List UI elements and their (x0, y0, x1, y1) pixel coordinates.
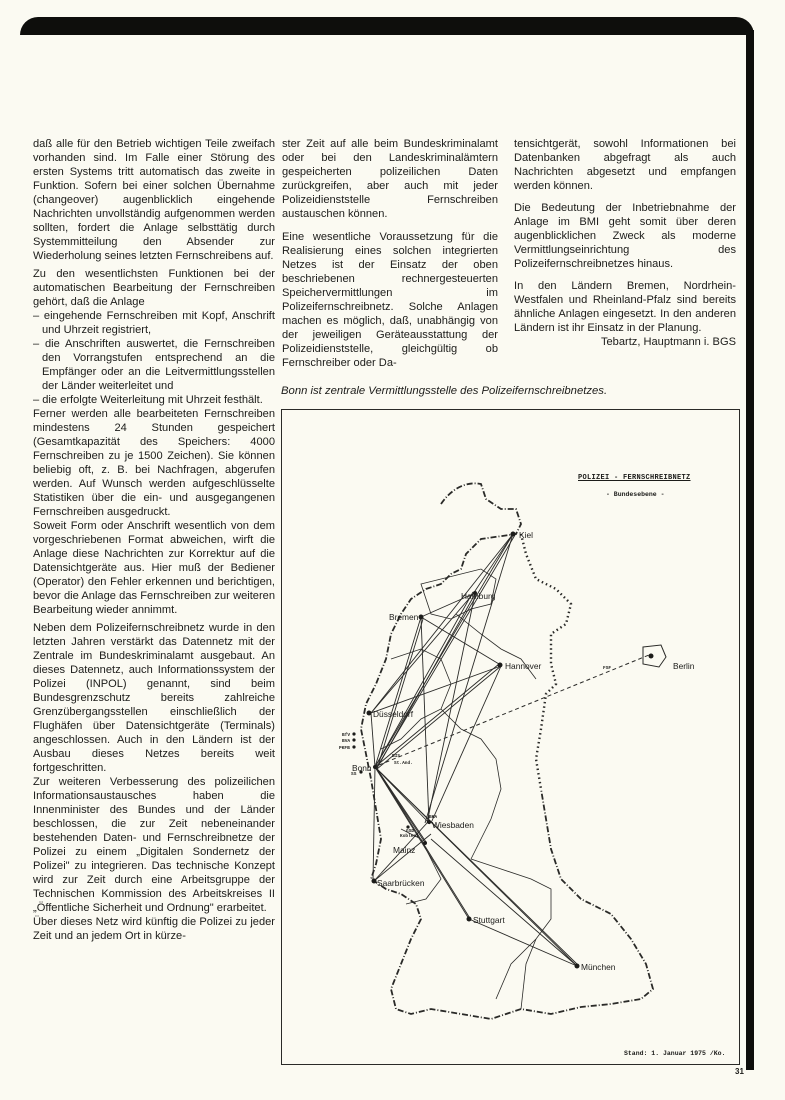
svg-text:GSD: GSD (406, 829, 415, 834)
svg-text:BKA: BKA (429, 815, 438, 820)
list-item: – eingehende Fernschreiben mit Kopf, Anschrift und Uhrzeit registriert, (33, 309, 275, 337)
city-label-bremen: Bremen (389, 612, 419, 622)
author-signature: Tebartz, Hauptmann i. BGS (600, 336, 736, 348)
city-label-hannover: Hannover (505, 661, 542, 671)
page-frame-inner (28, 35, 746, 55)
berlin-connection (379, 655, 649, 765)
svg-text:BfV: BfV (342, 733, 351, 738)
paragraph: Neben dem Polizeifernschreibnetz wurde in den letzten Jahren verstärkt das Datennetz mit der Zentrale im Bundeskriminalamt ausgebaut. An dieses Datennetz, auch Informationssystem der Polizei (INPOL) genannt, sind beim Bundesgrenzschutz bereits zahlreiche Grenzübergangsstellen einschließlich der Flughäfen über Datensichtgeräte (Terminals) angeschlossen. Auch in den Ländern ist der Ausbau dieses Netzes bereits weit fortgeschritten. (33, 622, 275, 774)
city-label-hamburg: Hamburg (461, 591, 496, 601)
article-column-2 (282, 137, 498, 374)
article-column-3 (514, 137, 736, 353)
svg-text:FSF: FSF (603, 666, 612, 671)
map-title: POLIZEI - FERNSCHREIBNETZ (578, 474, 691, 482)
city-dot-stuttgart (467, 917, 472, 922)
city-label-koblenz: Koblenz (400, 834, 419, 839)
map-subtitle: - Bundesebene - (606, 491, 665, 498)
city-dot-hannover (498, 663, 503, 668)
page-frame-top-band (20, 17, 754, 35)
svg-text:St.And.: St.And. (394, 761, 413, 766)
city-dot-mainz (423, 841, 427, 845)
city-label-saarbruecken: Saarbrücken (377, 878, 425, 888)
map-date-note: Stand: 1. Januar 1975 /Ko. (624, 1050, 726, 1057)
svg-text:BIS: BIS (392, 754, 401, 759)
city-dot-duesseldorf (367, 711, 372, 716)
svg-text:PKFB: PKFB (339, 746, 350, 751)
paragraph: Eine wesentliche Voraussetzung für die Realisierung eines solchen integrierten Netzes ist der Einsatz der oben beschriebenen rechnergesteuerten Speichervermittlungen im Polizeifernschreibnetz. Solche Anlagen machen es möglich, daß, unabhängig von der jeweiligen Geräteausstattung der Polizeidienststelle, gleichgültig ob Fernschreiber oder Da- (282, 231, 498, 369)
paragraph: Ferner werden alle bearbeiteten Fernschreiben mindestens 24 Stunden gespeichert (Gesamtkapazität des Speichers: 4000 Fernschreiben zu je 1500 Zeichen). Sie können beliebig oft, z. B. bei Nachfragen, abgerufen werden. Auf Wunsch werden aufgeschlüsselte Statistiken über die ein- und ausgegangenen Fernschreiben ausgedruckt. (33, 408, 275, 518)
city-label-kiel: Kiel (519, 530, 533, 540)
svg-text:BVA: BVA (342, 739, 351, 744)
country-border (361, 483, 653, 1019)
paragraph: daß alle für den Betrieb wichtigen Teile zweifach vorhanden sind. Im Falle einer Störung des ersten Systems tritt automatisch das zweite in Funktion. Sofern bei einer solchen Übernahme (changeover) augenblicklich eingehende Nachrichten unvollständig aufgenommen werden sollten, fordert die Anlage selbsttätig durch Systemmitteilung den Absender zur Wiederholung seines letzten Fernschreibens auf. (33, 138, 275, 262)
paragraph: Über dieses Netz wird künftig die Polizei zu jeder Zeit und an jedem Ort in kürze- (33, 916, 275, 942)
city-dot-wiesbaden (427, 820, 431, 824)
paragraph: Zu den wesentlichsten Funktionen bei der automatischen Bearbeitung der Fernschreiben gehört, daß die Anlage (33, 268, 275, 308)
paragraph: In den Ländern Bremen, Nordrhein-Westfalen und Rheinland-Pfalz sind bereits ähnliche Anlagen eingesetzt. In den anderen Ländern ist ihr Einsatz in der Planung. (514, 280, 736, 334)
paragraph: Soweit Form oder Anschrift wesentlich von dem vorgeschriebenen Format abweichen, wirft die Anlage diese Nachrichten zur Korrektur auf die Datensichtgeräte aus. Hier muß der Bediener (Operator) den Fehler erkennen und berichtigen, bevor die Anlage das Fernschreiben zur weiteren Bearbeitung wieder annimmt. (33, 520, 275, 616)
article-column-1 (33, 137, 275, 947)
paragraph: Die Bedeutung der Inbetriebnahme der Anlage im BMI geht somit über deren augenblicklichen Zweck als moderne Vermittlungseinrichtung des Polizeifernschreibnetzes hinaus. (514, 202, 736, 270)
page-frame-right-edge (746, 30, 754, 1070)
paragraph: ster Zeit auf alle beim Bundeskriminalamt oder bei den Landeskriminalämtern gespeicherten polizeilichen Daten zurückgreifen, aber auch mit jeder Polizeidienststelle Fernschreiben austauschen können. (282, 138, 498, 220)
function-list (33, 309, 275, 407)
list-item: – die erfolgte Weiterleitung mit Uhrzeit festhält. (33, 393, 275, 407)
svg-text:SS: SS (351, 772, 357, 777)
city-dot-bremen (419, 615, 424, 620)
city-label-stuttgart: Stuttgart (473, 915, 505, 925)
city-label-berlin: Berlin (673, 661, 695, 671)
city-dot-kiel (511, 532, 516, 537)
city-dot-saarbruecken (372, 879, 377, 884)
city-label-muenchen: München (581, 962, 616, 972)
paragraph: Zur weiteren Verbesserung des polizeilichen Informationsaustausches haben die Innenminister des Bundes und der Länder beschlossen, die zur Zeit nebeneinander bestehenden Daten- und Fernschreibnetze der Polizei zu einem „Digitalen Sondernetz der Polizei" zu integrieren. Das technische Konzept wird zur Zeit durch eine Arbeitsgruppe der Technischen Kommission des Arbeitskreises II „Öffentliche Sicherheit und Ordnung" erarbeitet. (33, 776, 275, 914)
figure-caption: Bonn ist zentrale Vermittlungsstelle des Polizeifernschreibnetzes. (281, 385, 608, 397)
city-dot-muenchen (575, 964, 580, 969)
city-label-mainz: Mainz (393, 845, 416, 855)
city-label-bonn: Bonn (352, 763, 372, 773)
page-number: 31 (735, 1067, 744, 1076)
city-dot-bonn (373, 765, 377, 769)
city-label-duesseldorf: Düsseldorf (373, 709, 414, 719)
germany-network-map (281, 409, 740, 1065)
list-item: – die Anschriften auswertet, die Fernschreiben den Vorrangstufen entsprechend an die Empfänger oder an die Leitvermittlungsstellen der Länder weiterleitet und (33, 337, 275, 393)
city-dot-berlin (649, 654, 654, 659)
paragraph: tensichtgerät, sowohl Informationen bei Datenbanken abgefragt als auch Nachrichten abgesetzt und empfangen werden können. (514, 138, 736, 192)
city-label-wiesbaden: Wiesbaden (432, 820, 474, 830)
